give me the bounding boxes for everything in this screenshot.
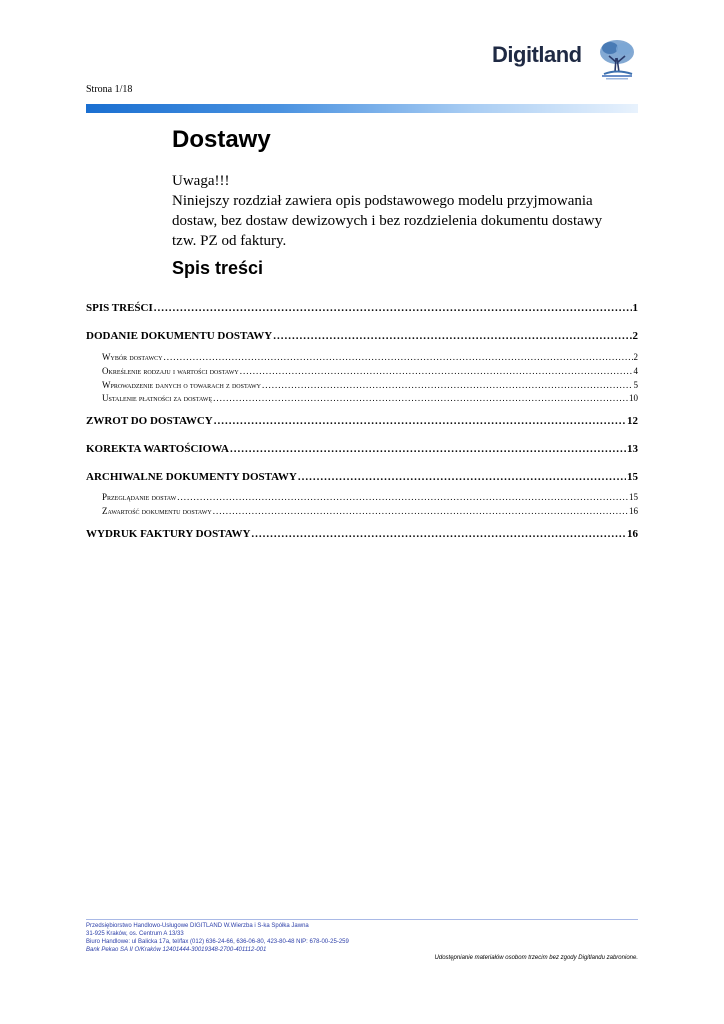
footer-office: Biuro Handlowe: ul Balicka 17a, tel/fax (012) 636-24-66, 636-06-80, 423-80-48 NIP: 678-00-25-259 — [86, 939, 349, 945]
footer-company-info — [86, 922, 349, 954]
footer-bank: Bank Pekao SA II O/Kraków 12401444-30019348-2700-401112-001 — [86, 947, 267, 953]
intro-line: Uwaga!!! — [172, 173, 230, 189]
logo-text: Digitland — [492, 42, 582, 67]
digitland-logo — [492, 38, 642, 82]
toc-entry[interactable]: ARCHIWALNE DOKUMENTY DOSTAWY ..... 15 — [86, 471, 638, 483]
intro-note — [172, 171, 642, 251]
toc-entry[interactable]: DODANIE DOKUMENTU DOSTAWY ..... 2 — [86, 330, 638, 342]
header-gradient-bar — [86, 104, 638, 113]
intro-line: dostaw, bez dostaw dewizowych i bez rozdzielenia dokumentu dostawy — [172, 213, 603, 229]
toc-subentry[interactable]: Ustalenie płatności za dostawę ..... 10 — [86, 393, 638, 403]
footer-address: 31-925 Kraków, os. Centrum A 13/33 — [86, 931, 184, 937]
toc-entry[interactable]: KOREKTA WARTOŚCIOWA ..... 13 — [86, 443, 638, 455]
page-title: Dostawy — [172, 126, 271, 153]
toc-heading: Spis treści — [172, 258, 264, 278]
toc-entry[interactable]: SPIS TREŚCI ..... 1 — [86, 302, 638, 314]
toc-subentry[interactable]: Określenie rodzaju i wartości dostawy ..... 4 — [86, 366, 638, 376]
page-number: Strona 1/18 — [86, 84, 133, 95]
toc-entry[interactable]: WYDRUK FAKTURY DOSTAWY ..... 16 — [86, 528, 638, 540]
toc-entry[interactable]: ZWROT DO DOSTAWCY ..... 12 — [86, 415, 638, 427]
tree-icon — [598, 38, 636, 82]
toc-subentry[interactable]: Przeglądanie dostaw ..... 15 — [86, 492, 638, 502]
intro-line: Niniejszy rozdział zawiera opis podstawowego modelu przyjmowania — [172, 193, 593, 209]
toc-subentry[interactable]: Wprowadzenie danych o towarach z dostawy ..... 5 — [86, 380, 638, 390]
toc-subentry[interactable]: Wybór dostawcy ..... 2 — [86, 352, 638, 362]
toc-subentry[interactable]: Zawartość dokumentu dostawy ..... 16 — [86, 506, 638, 516]
intro-line: tzw. PZ od faktury. — [172, 233, 287, 249]
footer-company-name: Przedsiębiorstwo Handlowo-Usługowe DIGITLAND W.Wierzba i S-ka Spółka Jawna — [86, 923, 309, 929]
footer-divider — [86, 919, 638, 920]
footer-notice: Udostępnianie materiałów osobom trzecim bez zgody Digitlandu zabronione. — [434, 955, 638, 961]
